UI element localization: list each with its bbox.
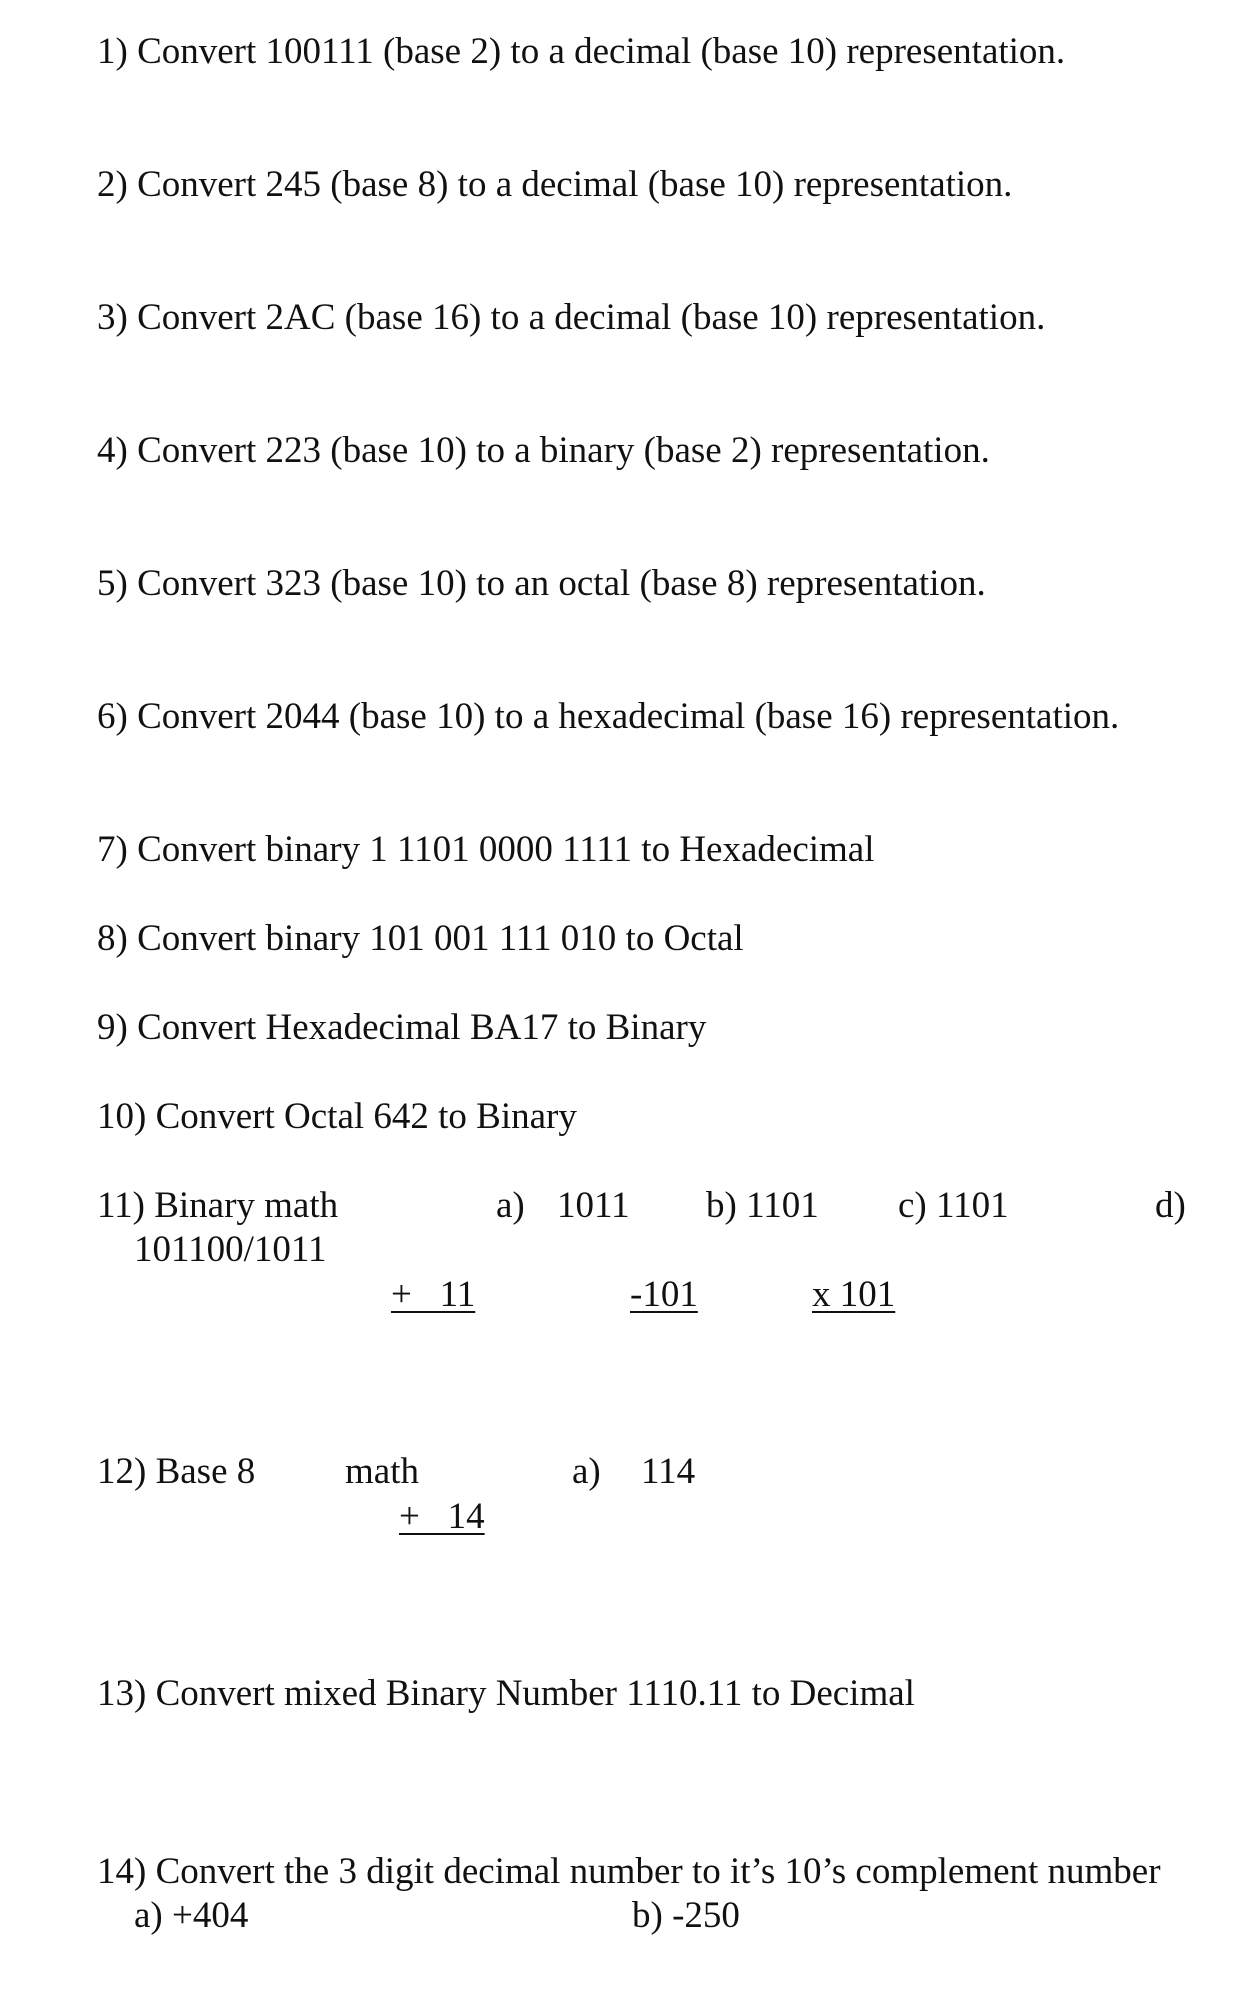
q11-a-label: a)	[496, 1185, 525, 1226]
question-6: 6) Convert 2044 (base 10) to a hexadecimal (base 16) representation.	[97, 696, 1120, 737]
question-5: 5) Convert 323 (base 10) to an octal (base 8) representation.	[97, 563, 986, 604]
question-12-title: 12) Base 8	[97, 1451, 256, 1492]
question-13: 13) Convert mixed Binary Number 1110.11 to Decimal	[97, 1673, 915, 1714]
q12-a-top: 114	[641, 1451, 696, 1492]
question-14-title: 14) Convert the 3 digit decimal number to it’s 10’s complement number	[97, 1851, 1161, 1892]
question-1: 1) Convert 100111 (base 2) to a decimal (base 10) representation.	[97, 31, 1066, 72]
q11-c-bottom: x 101	[812, 1274, 896, 1315]
question-11-title: 11) Binary math	[97, 1185, 339, 1226]
q11-b-top: b) 1101	[706, 1185, 819, 1226]
question-2: 2) Convert 245 (base 8) to a decimal (base 10) representation.	[97, 164, 1013, 205]
question-7: 7) Convert binary 1 1101 0000 1111 to Hexadecimal	[97, 829, 875, 870]
q11-a-top: 1011	[557, 1185, 630, 1226]
q14-part-a: a) +404	[134, 1895, 249, 1936]
q12-a-label: a)	[572, 1451, 601, 1492]
q11-d-label: d)	[1155, 1185, 1186, 1226]
question-4: 4) Convert 223 (base 10) to a binary (base 2) representation.	[97, 430, 990, 471]
question-9: 9) Convert Hexadecimal BA17 to Binary	[97, 1007, 707, 1048]
q12-math-word: math	[345, 1451, 419, 1492]
question-8: 8) Convert binary 101 001 111 010 to Octal	[97, 918, 744, 959]
question-3: 3) Convert 2AC (base 16) to a decimal (base 10) representation.	[97, 297, 1046, 338]
q11-a-bottom: + 11	[391, 1274, 476, 1315]
q11-d-value: 101100/1011	[134, 1229, 327, 1270]
q11-c-top: c) 1101	[898, 1185, 1009, 1226]
q14-part-b: b) -250	[632, 1895, 740, 1936]
question-10: 10) Convert Octal 642 to Binary	[97, 1096, 577, 1137]
q11-b-bottom: -101	[630, 1274, 698, 1315]
q12-a-bottom: + 14	[399, 1496, 485, 1537]
